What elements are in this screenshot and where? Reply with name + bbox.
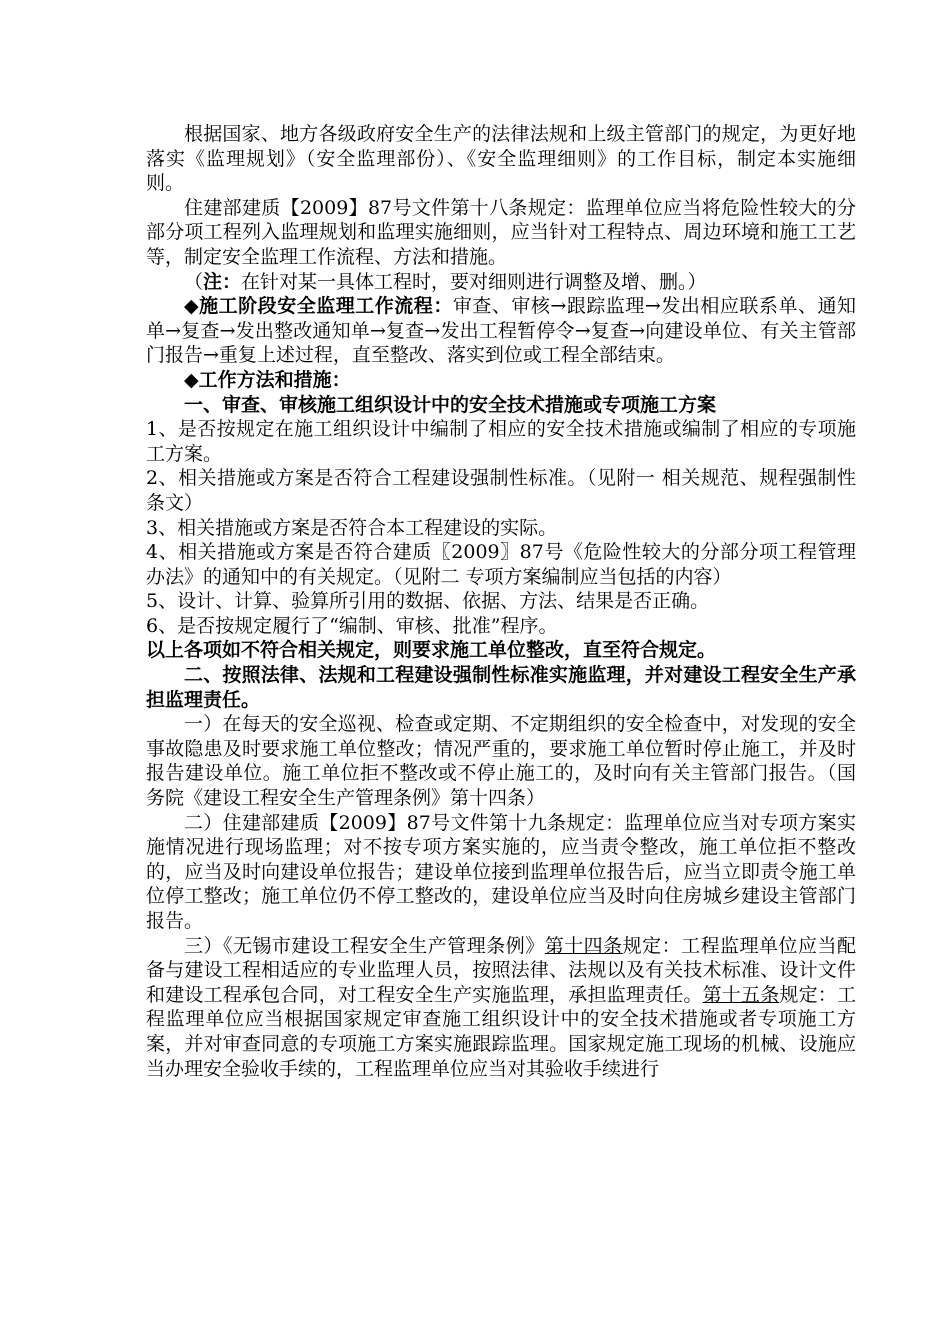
diamond-bullet-icon: ◆ — [184, 295, 200, 318]
methods-heading: 工作方法和措施： — [198, 368, 351, 391]
diamond-bullet-icon: ◆ — [184, 368, 199, 391]
section-1-item-2: 2、相关措施或方案是否符合工程建设强制性标准。（见附一 相关规范、规程强制性条文） — [146, 467, 856, 514]
section-1-item-3: 3、相关措施或方案是否符合本工程建设的实际。 — [146, 516, 558, 539]
section-1-item-1: 1、是否按规定在施工组织设计中编制了相应的安全技术措施或编制了相应的专项施工方案。 — [146, 418, 856, 465]
section-1-title: 一、审查、审核施工组织设计中的安全技术措施或专项施工方案 — [184, 393, 717, 416]
methods-heading-line — [146, 368, 856, 393]
section-1-conclusion: 以上各项如不符合相关规定，则要求施工单位整改，直至符合规定。 — [146, 639, 717, 662]
article-15-text: 规定：工程监理单位应当根据国家规定审查施工组织设计中的安全技术措施或者专项施工方案，并对审查同意的专项施工方案实施跟踪监理。国家规定施工现场的机械、设施应当办理安全验收手续的，工程监理单位应当对其验收手续进行 — [146, 983, 856, 1080]
section-2-paragraph-1: 一）在每天的安全巡视、检查或定期、不定期组织的安全检查中，对发现的安全事故隐患及时要求施工单位整改；情况严重的，要求施工单位暂时停止施工，并及时报告建设单位。施工单位拒不整改或不停止施工的，及时向有关主管部门报告。（国务院《建设工程安全生产管理条例》第十四条） — [146, 713, 856, 810]
document-page — [146, 122, 856, 1081]
article-15-reference: 第十五条 — [702, 983, 780, 1006]
section-1-item-5: 5、设计、计算、验算所引用的数据、依据、方法、结果是否正确。 — [146, 590, 710, 613]
workflow-text: 审查、审核→跟踪监理→发出相应联系单、通知单→复查→发出整改通知单→复查→发出工程暂停令→复查→向建设单位、有关主管部门报告→重复上述过程，直至整改、落实到位或工程全部结束。 — [146, 295, 856, 367]
workflow-paragraph — [146, 294, 856, 368]
note-text: 在针对某一具体工程时，要对细则进行调整及增、删。） — [241, 270, 707, 293]
section-2-title: 二、按照法律、法规和工程建设强制性标准实施监理，并对建设工程安全生产承担监理责任。 — [146, 664, 856, 711]
section-2-paragraph-3 — [146, 934, 856, 1082]
wuxi-regulation-intro: 三）《无锡市建设工程安全生产管理条例》 — [184, 934, 545, 957]
section-1-item-6: 6、是否按规定履行了“编制、审核、批准”程序。 — [146, 614, 558, 637]
article-14-reference: 第十四条 — [544, 934, 623, 957]
workflow-heading: 施工阶段安全监理工作流程： — [199, 295, 453, 318]
article-14-text: 规定：工程监理单位应当配备与建设工程相适应的专业监理人员，按照法律、法规以及有关技术标准、设计文件和建设工程承包合同，对工程安全生产实施监理，承担监理责任。 — [146, 934, 856, 1006]
intro-paragraph-2: 住建部建质【2009】87号文件第十八条规定：监理单位应当将危险性较大的分部分项工程列入监理规划和监理实施细则，应当针对工程特点、周边环境和施工工艺等，制定安全监理工作流程、方法和措施。 — [146, 196, 856, 268]
section-1-item-4: 4、相关措施或方案是否符合建质〖2009〗87号《危险性较大的分部分项工程管理办法》的通知中的有关规定。（见附二 专项方案编制应当包括的内容） — [146, 541, 856, 588]
intro-note — [146, 270, 856, 295]
intro-paragraph-1: 根据国家、地方各级政府安全生产的法律法规和上级主管部门的规定，为更好地落实《监理规划》（安全监理部份）、《安全监理细则》的工作目标，制定本实施细则。 — [146, 123, 856, 195]
note-open-paren: （ — [184, 270, 204, 293]
note-label: 注： — [203, 270, 242, 293]
section-2-paragraph-2: 二）住建部建质【2009】87号文件第十九条规定：监理单位应当对专项方案实施情况进行现场监理；对不按专项方案实施的，应当责令整改，施工单位拒不整改的，应当及时向建设单位报告；建设单位接到监理单位报告后，应当立即责令施工单位停工整改；施工单位仍不停工整改的，建设单位应当及时向住房城乡建设主管部门报告。 — [146, 811, 856, 932]
